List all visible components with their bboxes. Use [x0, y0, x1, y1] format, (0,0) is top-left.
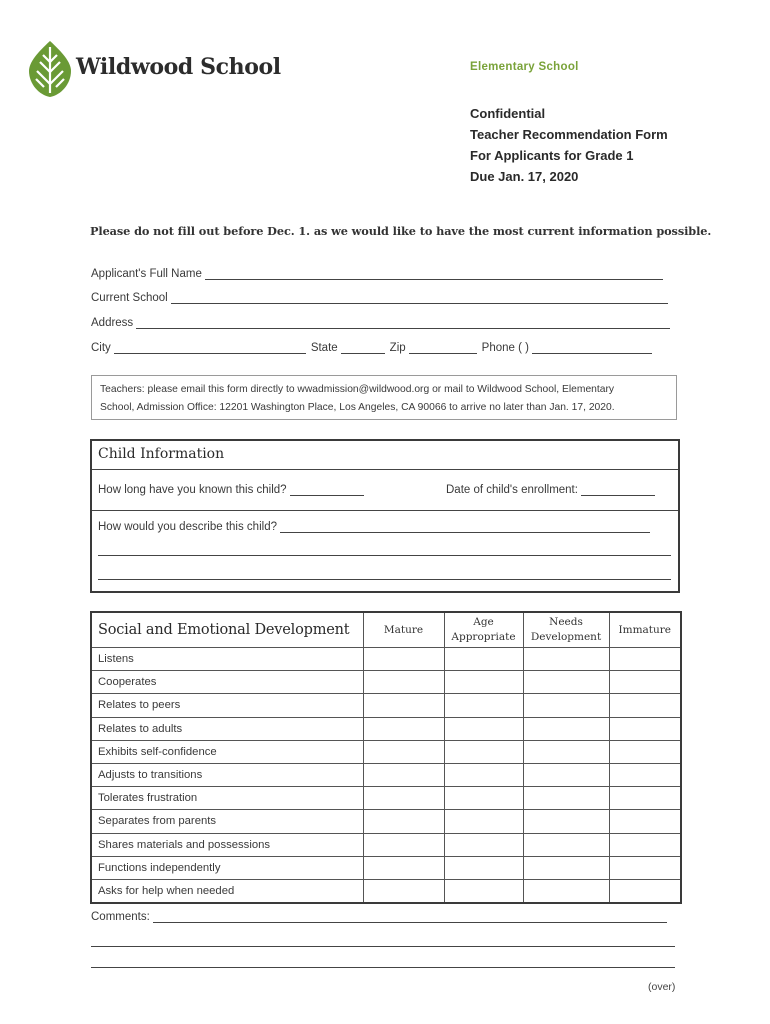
rating-cell[interactable] — [444, 810, 523, 833]
address-label: Address — [91, 317, 134, 329]
comments-line-1[interactable] — [153, 912, 667, 923]
rating-cell[interactable] — [444, 856, 523, 879]
describe-child-line-3[interactable] — [98, 579, 671, 580]
rating-cell[interactable] — [609, 856, 681, 879]
enrollment-date-line[interactable] — [581, 485, 655, 496]
rating-cell[interactable] — [523, 763, 609, 786]
applicant-name-field[interactable] — [91, 268, 663, 280]
describe-child-line-2[interactable] — [98, 555, 671, 556]
current-school-label: Current School — [91, 292, 168, 304]
rating-cell[interactable] — [444, 833, 523, 856]
describe-child-line[interactable] — [280, 522, 650, 533]
row-label: Asks for help when needed — [91, 879, 363, 903]
rating-cell[interactable] — [363, 787, 444, 810]
row-label: Relates to peers — [91, 694, 363, 717]
rating-cell[interactable] — [444, 717, 523, 740]
document-title-block — [470, 103, 668, 187]
rating-cell[interactable] — [609, 740, 681, 763]
table-row — [91, 648, 681, 671]
city-line[interactable] — [114, 343, 306, 354]
state-line[interactable] — [341, 343, 385, 354]
col-needs-development-line-2: Development — [530, 631, 602, 643]
rating-cell[interactable] — [444, 879, 523, 903]
col-age-appropriate-line-1: Age — [473, 616, 494, 628]
rating-cell[interactable] — [444, 763, 523, 786]
rating-cell[interactable] — [609, 694, 681, 717]
rating-cell[interactable] — [609, 763, 681, 786]
school-name: Wildwood School — [76, 54, 281, 80]
known-duration-line[interactable] — [290, 485, 364, 496]
enrollment-date-label: Date of child's enrollment: — [446, 484, 578, 496]
rating-cell[interactable] — [363, 671, 444, 694]
confidential-line: Confidential — [470, 106, 546, 121]
rating-cell[interactable] — [523, 879, 609, 903]
rating-cell[interactable] — [609, 648, 681, 671]
rating-cell[interactable] — [444, 648, 523, 671]
state-label: State — [310, 342, 338, 354]
rating-cell[interactable] — [444, 694, 523, 717]
row-label: Functions independently — [91, 856, 363, 879]
wildwood-leaf-logo — [28, 40, 72, 98]
zip-label: Zip — [389, 342, 406, 354]
col-age-appropriate — [444, 612, 523, 648]
form-title-line: Teacher Recommendation Form — [470, 127, 668, 142]
rating-cell[interactable] — [523, 671, 609, 694]
rating-cell[interactable] — [444, 671, 523, 694]
over-page-indicator: (over) — [648, 981, 676, 993]
rating-cell[interactable] — [444, 740, 523, 763]
table-row — [91, 787, 681, 810]
city-label: City — [91, 342, 111, 354]
comments-line-3[interactable] — [91, 967, 675, 968]
teacher-instructions-line-1: Teachers: please email this form directly to wwadmission@wildwood.org or mail to Wildwood School, Elementary — [100, 384, 615, 395]
col-immature: Immature — [609, 612, 681, 648]
comments-line-2[interactable] — [91, 946, 675, 947]
row-label: Exhibits self-confidence — [91, 740, 363, 763]
rating-cell[interactable] — [609, 879, 681, 903]
col-mature: Mature — [363, 612, 444, 648]
ratings-header-row — [91, 612, 681, 648]
row-label: Cooperates — [91, 671, 363, 694]
rating-cell[interactable] — [363, 810, 444, 833]
col-age-appropriate-line-2: Appropriate — [451, 631, 516, 643]
comments-label: Comments: — [91, 911, 150, 923]
rating-cell[interactable] — [363, 833, 444, 856]
due-date-line: Due Jan. 17, 2020 — [470, 169, 579, 184]
table-row — [91, 833, 681, 856]
row-label: Shares materials and possessions — [91, 833, 363, 856]
address-field[interactable] — [91, 317, 670, 329]
table-row — [91, 740, 681, 763]
grade-line: For Applicants for Grade 1 — [470, 148, 634, 163]
child-information-header — [92, 441, 678, 470]
child-information-section — [90, 439, 680, 593]
rating-cell[interactable] — [363, 856, 444, 879]
phone-label: Phone ( ) — [481, 342, 529, 354]
known-duration-label: How long have you known this child? — [98, 484, 287, 496]
rating-cell[interactable] — [523, 740, 609, 763]
teacher-instructions-box — [91, 375, 677, 420]
table-row — [91, 671, 681, 694]
social-emotional-ratings-table — [90, 611, 682, 904]
col-needs-development-line-1: Needs — [549, 616, 583, 628]
describe-child-label: How would you describe this child? — [98, 521, 277, 533]
comments-field[interactable] — [91, 911, 667, 923]
rating-cell[interactable] — [523, 648, 609, 671]
table-row — [91, 856, 681, 879]
rating-cell[interactable] — [523, 717, 609, 740]
table-row — [91, 694, 681, 717]
rating-cell[interactable] — [609, 787, 681, 810]
rating-cell[interactable] — [363, 694, 444, 717]
rating-cell[interactable] — [523, 694, 609, 717]
rating-cell[interactable] — [609, 717, 681, 740]
division-label: Elementary School — [470, 61, 579, 73]
applicant-name-line[interactable] — [205, 269, 663, 280]
col-needs-development — [523, 612, 609, 648]
rating-cell[interactable] — [609, 810, 681, 833]
row-label: Adjusts to transitions — [91, 763, 363, 786]
rating-cell[interactable] — [523, 856, 609, 879]
current-school-line[interactable] — [171, 293, 668, 304]
rating-cell[interactable] — [444, 787, 523, 810]
rating-cell[interactable] — [523, 810, 609, 833]
table-row — [91, 810, 681, 833]
rating-cell[interactable] — [523, 833, 609, 856]
city-state-zip-phone-row — [91, 342, 652, 354]
enrollment-date-field[interactable] — [446, 484, 655, 496]
table-row — [91, 717, 681, 740]
rating-cell[interactable] — [363, 740, 444, 763]
ratings-section-title: Social and Emotional Development — [91, 612, 363, 648]
applicant-name-label: Applicant's Full Name — [91, 268, 202, 280]
fill-out-notice: Please do not fill out before Dec. 1. as we would like to have the most current information possible. — [90, 224, 712, 238]
child-section-divider — [92, 510, 678, 511]
row-label: Separates from parents — [91, 810, 363, 833]
table-row — [91, 879, 681, 903]
row-label: Tolerates frustration — [91, 787, 363, 810]
current-school-field[interactable] — [91, 292, 668, 304]
row-label: Listens — [91, 648, 363, 671]
rating-cell[interactable] — [523, 787, 609, 810]
teacher-instructions-line-2: School, Admission Office: 12201 Washington Place, Los Angeles, CA 90066 to arrive no later than Jan. 17, 2020. — [100, 402, 615, 413]
row-label: Relates to adults — [91, 717, 363, 740]
rating-cell[interactable] — [609, 671, 681, 694]
zip-line[interactable] — [409, 343, 477, 354]
phone-line[interactable] — [532, 343, 652, 354]
known-duration-field[interactable] — [98, 484, 364, 496]
table-row — [91, 763, 681, 786]
rating-cell[interactable] — [609, 833, 681, 856]
rating-cell[interactable] — [363, 879, 444, 903]
rating-cell[interactable] — [363, 763, 444, 786]
child-information-title: Child Information — [98, 446, 225, 462]
rating-cell[interactable] — [363, 648, 444, 671]
rating-cell[interactable] — [363, 717, 444, 740]
describe-child-field[interactable] — [98, 521, 650, 533]
address-line[interactable] — [136, 318, 670, 329]
